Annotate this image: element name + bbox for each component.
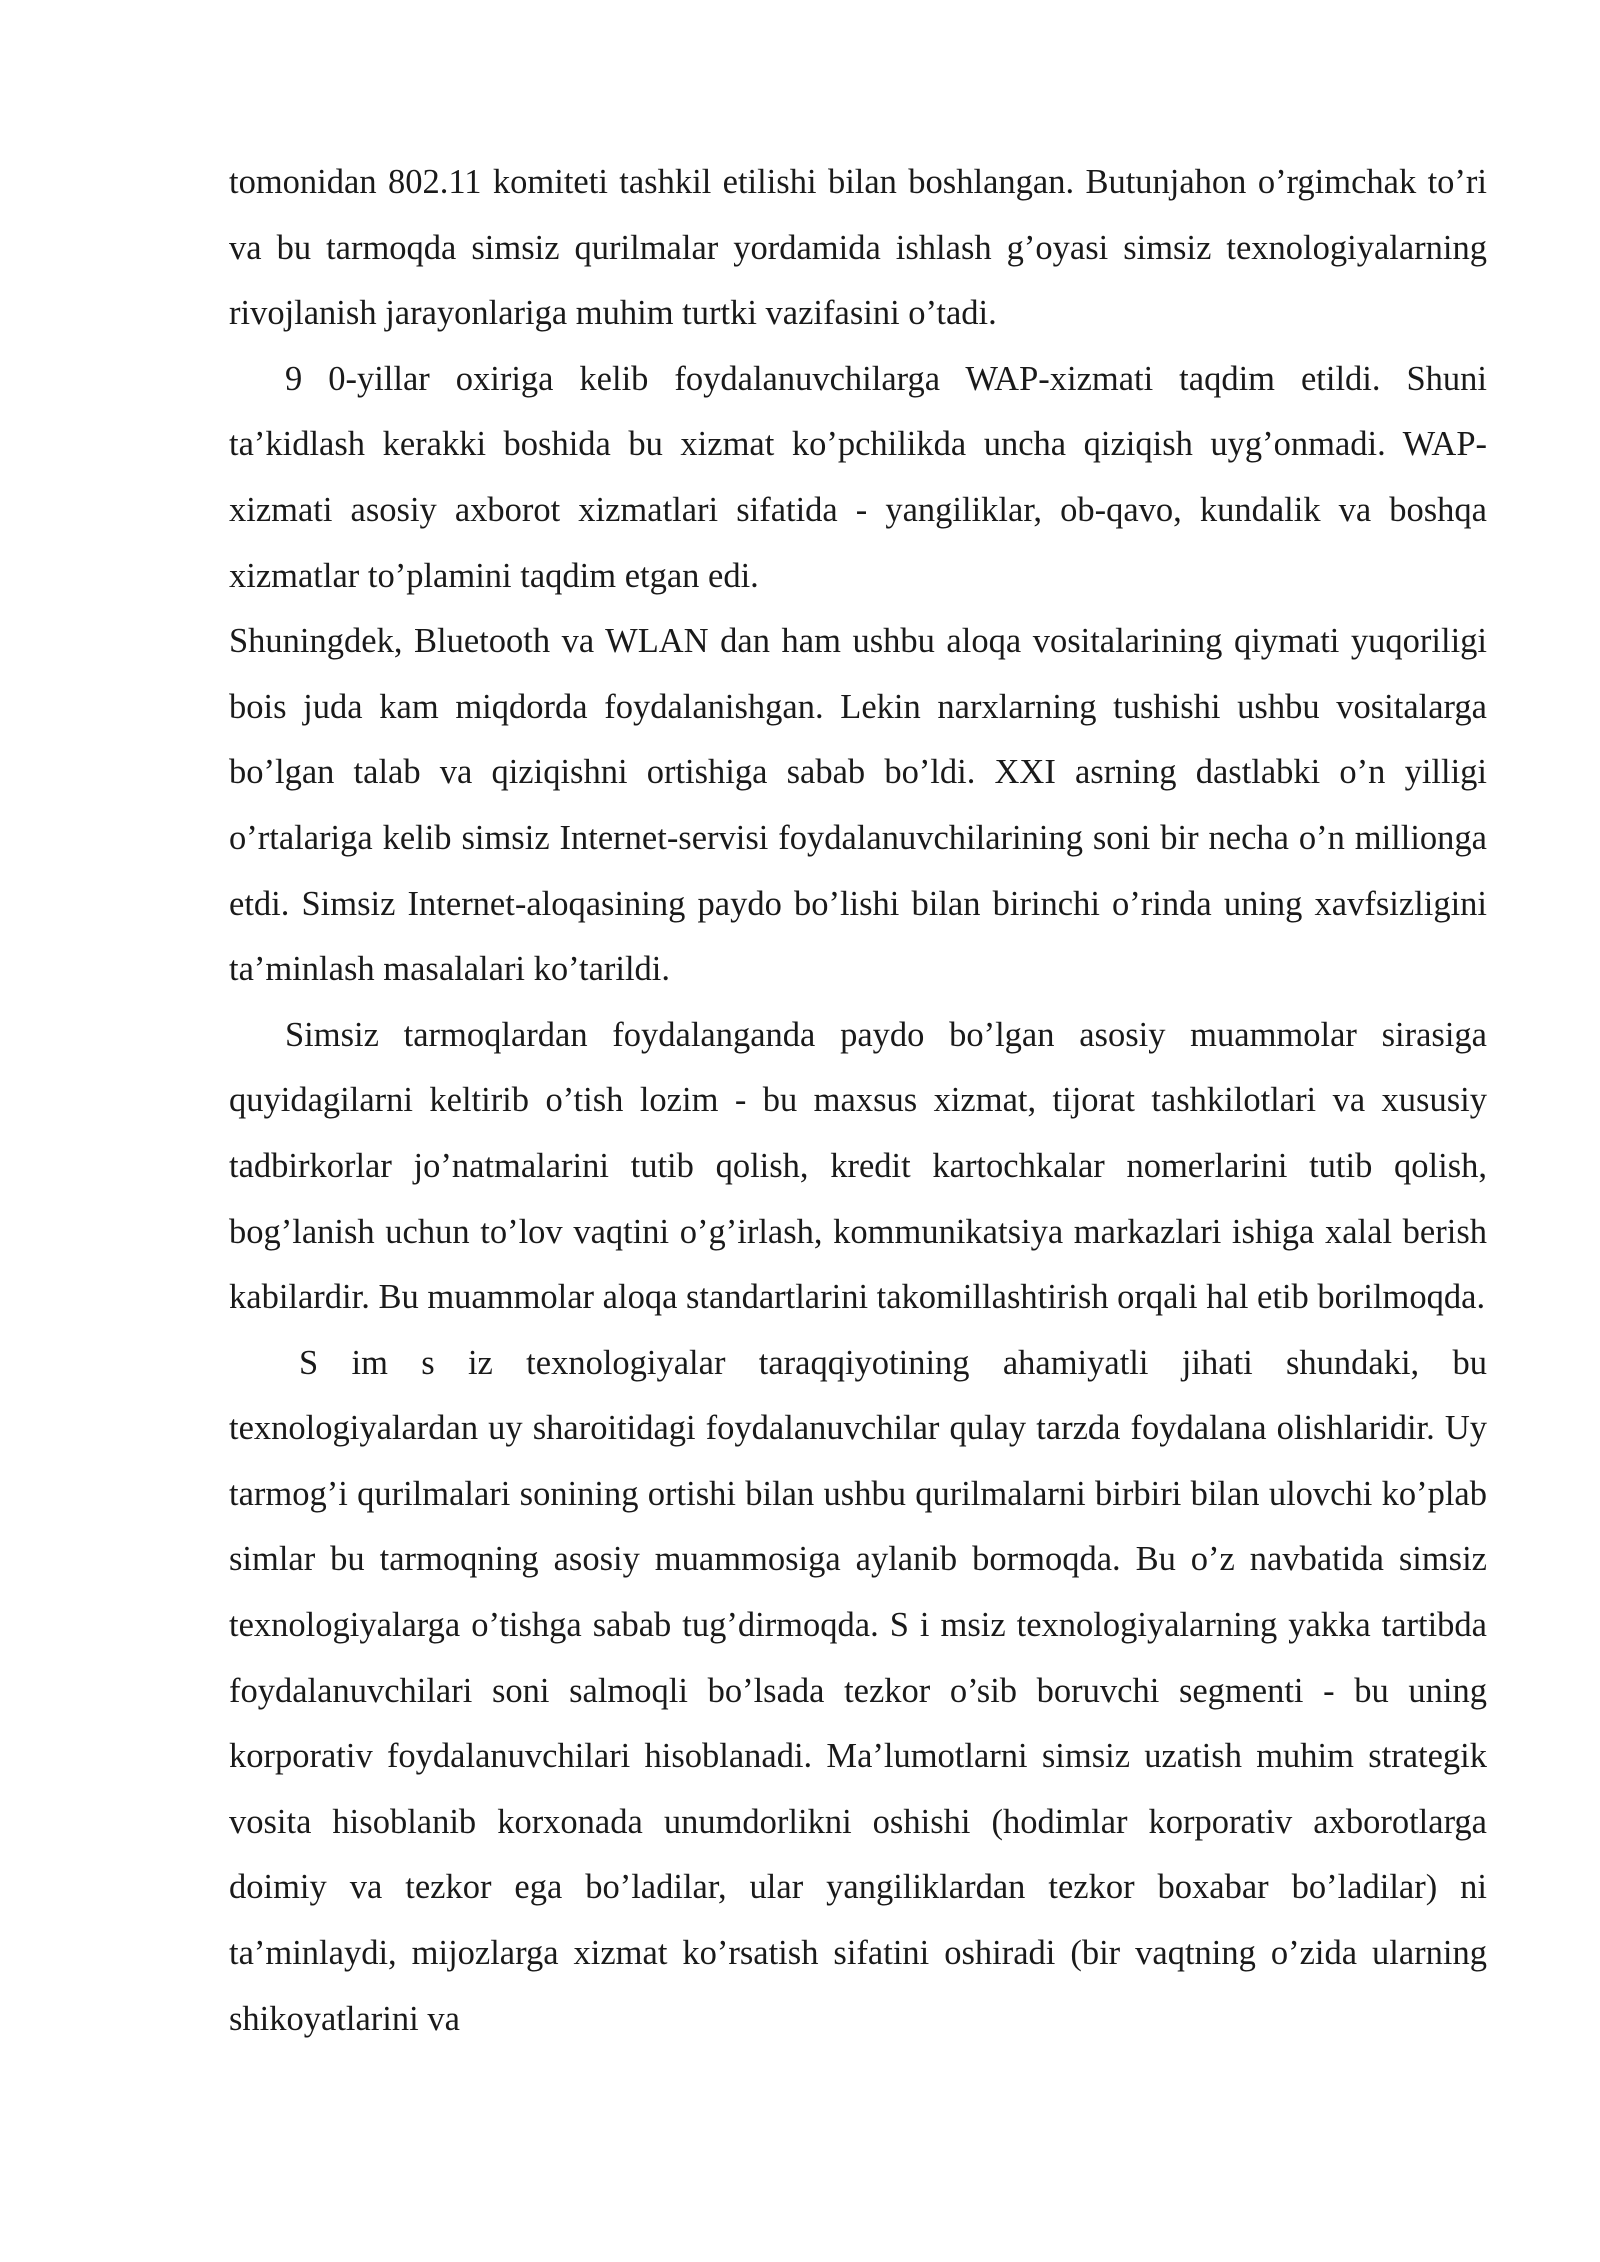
paragraph-continuation: tomonidan 802.11 komiteti tashkil etilishi bilan boshlangan. Butunjahon o’rgimchak to’ri va bu tarmoqda simsiz qurilmalar yordamida ishlash g’oyasi simsiz texnologiyalarning rivojlanish jarayonlariga muhim turtki vazifasini o’tadi. [229, 163, 1487, 333]
paragraph-home-networks: S im s iz texnologiyalar taraqqiyotining ahamiyatli jihati shundaki, bu texnologiyalardan uy sharoitidagi foydalanuvchilar qulay tarzda foydalana olishlaridir. Uy tarmog’i qurilmalari sonining ortishi bilan ushbu qurilmalarni birbiri bilan ulovchi ko’plab simlar bu tarmoqning asosiy muammosiga aylanib bormoqda. Bu o’z navbatida simsiz texnologiyalarga o’tishga sabab tug’dirmoqda. S i msiz texnologiyalarning yakka tartibda foydalanuvchilari soni salmoqli bo’lsada tezkor o’sib boruvchi segmenti - bu uning korporativ foydalanuvchilari hisoblanadi. Ma’lumotlarni simsiz uzatish muhim strategik vosita hisoblanib korxonada unumdorlikni oshishi (hodimlar korporativ axborotlarga doimiy va tezkor ega bo’ladilar, ular yangiliklardan tezkor boxabar bo’ladilar) ni ta’minlaydi, mijozlarga xizmat ko’rsatish sifatini oshiradi (bir vaqtning o’zida ularning shikoyatlarini va [229, 1343, 1487, 2038]
paragraph-wap-service: 9 0-yillar oxiriga kelib foydalanuvchilarga WAP-xizmati taqdim etildi. Shuni ta’kidlash kerakki boshida bu xizmat ko’pchilikda uncha qiziqish uyg’onmadi. WAP-xizmati asosiy axborot xizmatlari sifatida - yangiliklar, ob-qavo, kundalik va boshqa xizmatlar to’plamini taqdim etgan edi. [229, 359, 1487, 595]
document-page [229, 150, 1487, 2052]
paragraph-bluetooth-wlan: Shuningdek, Bluetooth va WLAN dan ham ushbu aloqa vositalarining qiymati yuqoriligi bois juda kam miqdorda foydalanishgan. Lekin narxlarning tushishi ushbu vositalarga bo’lgan talab va qiziqishni ortishiga sabab bo’ldi. XXI asrning dastlabki o’n yilligi o’rtalariga kelib simsiz Internet-servisi foydalanuvchilarining soni bir necha o’n millionga etdi. Simsiz Internet-aloqasining paydo bo’lishi bilan birinchi o’rinda uning xavfsizligini ta’minlash masalalari ko’tarildi. [229, 622, 1487, 989]
paragraph-main-problems: Simsiz tarmoqlardan foydalanganda paydo bo’lgan asosiy muammolar sirasiga quyidagilarni keltirib o’tish lozim - bu maxsus xizmat, tijorat tashkilotlari va xususiy tadbirkorlar jo’natmalarini tutib qolish, kredit kartochkalar nomerlarini tutib qolish, bog’lanish uchun to’lov vaqtini o’g’irlash, kommunikatsiya markazlari ishiga xalal berish kabilardir. Bu muammolar aloqa standartlarini takomillashtirish orqali hal etib borilmoqda. [229, 1015, 1487, 1317]
